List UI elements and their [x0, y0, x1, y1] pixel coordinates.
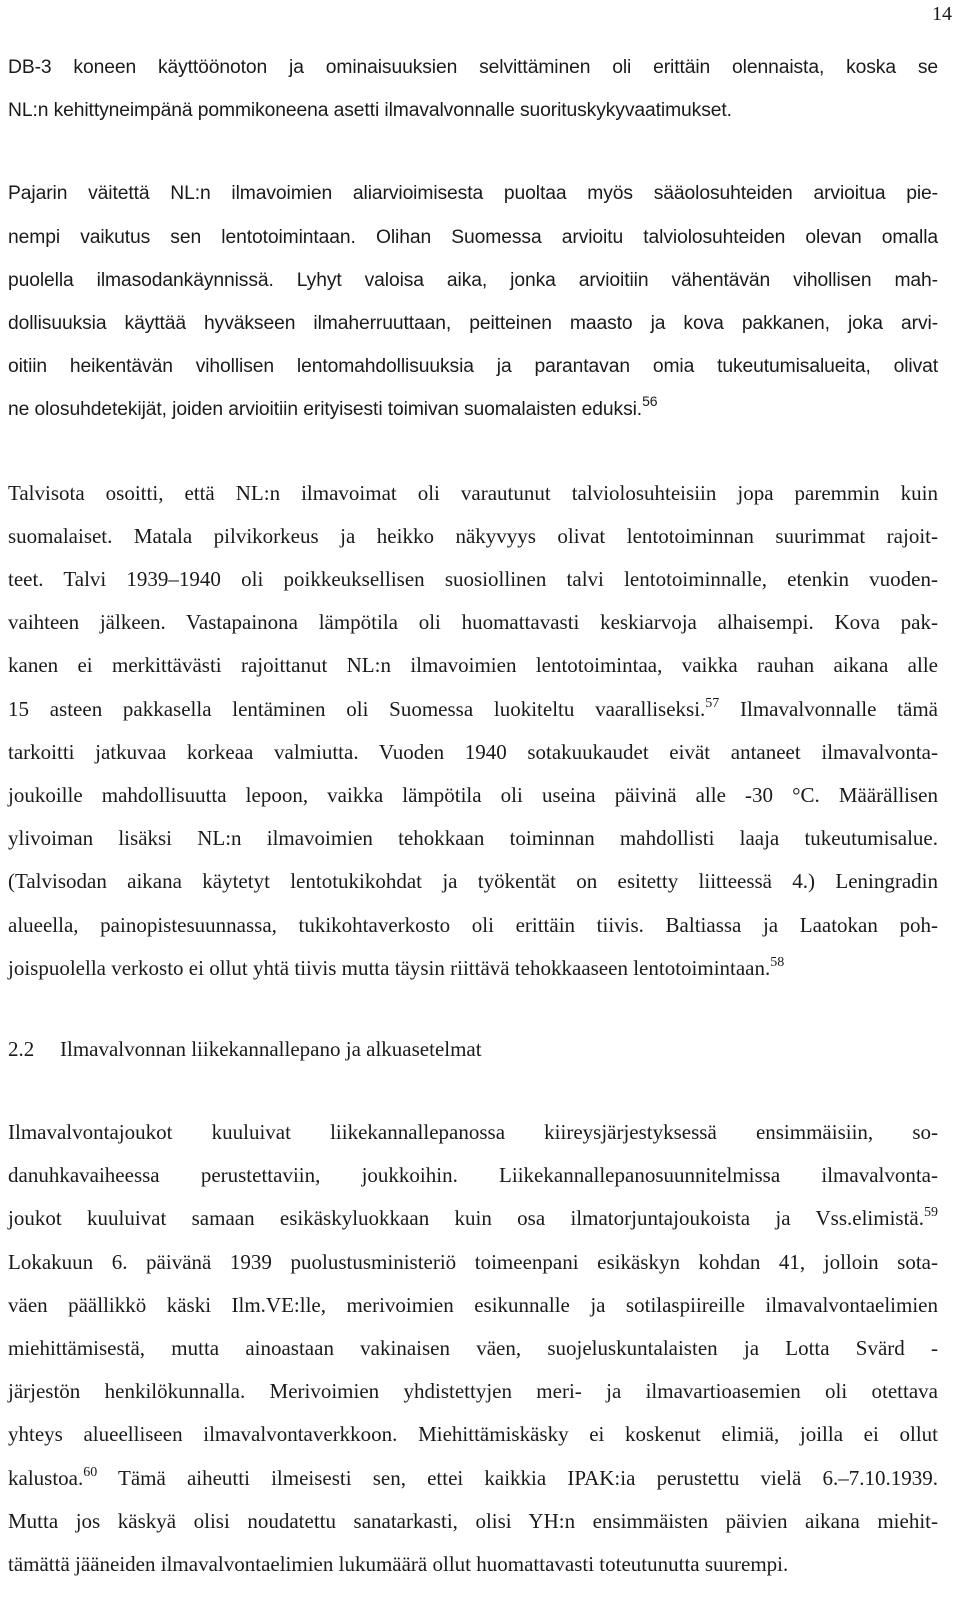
text-line: tarkoitti jatkuvaa korkeaa valmiutta. Vuoden 1940 sotakuukaudet eivät antaneet ilmavalvonta- [8, 739, 938, 764]
text-line [8, 947, 938, 990]
text-line: NL:n kehittyneimpänä pommikoneena asetti ilmavalvonnalle suorituskykyvaatimukset. [8, 100, 732, 122]
text-line: dollisuuksia käyttää hyväkseen ilmaherruuttaan, peitteinen maasto ja kova pakkanen, joka arvi- [8, 313, 938, 335]
text-line-content: Tämä aiheutti ilmeisesti sen, ettei kaikkia IPAK:ia perustettu vielä 6.–7.10.1939. [97, 1465, 938, 1490]
text-line: Lokakuun 6. päivänä 1939 puolustusministeriö toimeenpani esikäskyn kohdan 41, jolloin sota- [8, 1249, 938, 1274]
text-line: danuhkavaiheessa perustettaviin, joukkoihin. Liikekannallepanosuunnitelmissa ilmavalvonta- [8, 1163, 938, 1188]
section-number: 2.2 [8, 1037, 35, 1062]
text-line: väen päällikkö käski Ilm.VE:lle, merivoimien esikunnalle ja sotilaspiireille ilmavalvontaelimien [8, 1292, 938, 1317]
paragraph-2 [8, 172, 938, 431]
text-line-content: joukot kuuluivat samaan esikäskyluokkaan kuin osa ilmatorjuntajoukoista ja Vss.elimistä. [8, 1206, 924, 1231]
text-line-content: joispuolella verkosto ei ollut yhtä tiivis mutta täysin riittävä tehokkaaseen lentotoimintaan. [8, 955, 771, 980]
text-line: DB-3 koneen käyttöönoton ja ominaisuuksien selvittäminen oli erittäin olennaista, koska se [8, 57, 938, 78]
text-line: tämättä jääneiden ilmavalvontaelimien lukumäärä ollut huomattavasti toteutunutta suurempi. [8, 1552, 789, 1577]
text-line: vaihteen jälkeen. Vastapainona lämpötila oli huomattavasti keskiarvoja alhaisempi. Kova pak- [8, 610, 938, 635]
section-title: Ilmavalvonnan liikekannallepano ja alkuasetelmat [60, 1037, 482, 1062]
text-line: oitiin heikentävän vihollisen lentomahdollisuuksia ja parantavan omia tukeutumisalueita, olivat [8, 356, 938, 378]
text-line: alueella, painopistesuunnassa, tukikohtaverkosto oli erittäin tiivis. Baltiassa ja Laatokan poh- [8, 912, 938, 937]
text-line: Pajarin väitettä NL:n ilmavoimien aliarvioimisesta puoltaa myös sääolosuhteiden arvioitua pie- [8, 183, 938, 205]
text-line: joukoille mahdollisuutta lepoon, vaikka lämpötila oli useina päivinä alle -30 °C. Määrällisen [8, 783, 938, 808]
footnote-marker: 57 [705, 695, 720, 711]
text-line: Mutta jos käskyä olisi noudatettu sanatarkasti, olisi YH:n ensimmäisten päivien aikana miehit- [8, 1508, 938, 1533]
text-line: Ilmavalvontajoukot kuuluivat liikekannallepanossa kiireysjärjestyksessä ensimmäisiin, so- [8, 1120, 938, 1145]
text-line: järjestön henkilökunnalla. Merivoimien yhdistettyjen meri- ja ilmavartioasemien oli otettava [8, 1379, 938, 1404]
page-body [8, 46, 938, 1586]
text-line: yhteys alueelliseen ilmavalvontaverkkoon. Miehittämiskäsky ei koskenut elimiä, joilla ei ollut [8, 1422, 938, 1447]
paragraph-4 [8, 1111, 938, 1586]
text-line [8, 688, 938, 731]
text-line-content: Ilmavalvonnalle tämä [719, 696, 938, 721]
text-line: miehittämisestä, mutta ainoastaan vakinaisen väen, suojeluskuntalaisten ja Lotta Svärd - [8, 1336, 938, 1361]
text-line: teet. Talvi 1939–1940 oli poikkeuksellisen suosiollinen talvi lentotoiminnalle, etenkin vuoden- [8, 567, 938, 592]
text-line: (Talvisodan aikana käytetyt lentotukikohdat ja työkentät on esitetty liitteessä 4.) Leningradin [8, 869, 938, 894]
page-number: 14 [932, 3, 952, 25]
footnote-marker: 58 [770, 954, 785, 970]
paragraph-1 [8, 46, 938, 132]
text-line [8, 388, 938, 431]
text-line-content: 15 asteen pakkasella lentäminen oli Suomessa luokiteltu vaaralliseksi. [8, 696, 706, 721]
footnote-marker: 56 [642, 393, 658, 410]
text-line [8, 1457, 938, 1500]
text-line-content: kalustoa. [8, 1465, 84, 1490]
text-line: puolella ilmasodankäynnissä. Lyhyt valoisa aika, jonka arvioitiin vähentävän vihollisen mah- [8, 269, 938, 291]
text-line: nempi vaikutus sen lentotoimintaan. Olihan Suomessa arvioitu talviolosuhteiden olevan omalla [8, 226, 938, 248]
text-line: Talvisota osoitti, että NL:n ilmavoimat oli varautunut talviolosuhteisiin jopa paremmin kuin [8, 480, 938, 505]
text-line: ylivoiman lisäksi NL:n ilmavoimien tehokkaan toiminnan mahdollisti laaja tukeutumisalue. [8, 826, 938, 851]
footnote-marker: 59 [924, 1205, 938, 1221]
text-line [8, 1197, 938, 1240]
text-line-content: ne olosuhdetekijät, joiden arvioitiin erityisesti toimivan suomalaisten eduksi. [8, 399, 643, 421]
section-heading [8, 1028, 938, 1071]
footnote-marker: 60 [83, 1464, 98, 1480]
paragraph-3 [8, 472, 938, 990]
text-line: suomalaiset. Matala pilvikorkeus ja heikko näkyvyys olivat lentotoiminnan suurimmat rajoit- [8, 523, 938, 548]
text-line: kanen ei merkittävästi rajoittanut NL:n ilmavoimien lentotoimintaa, vaikka rauhan aikana alle [8, 653, 938, 678]
